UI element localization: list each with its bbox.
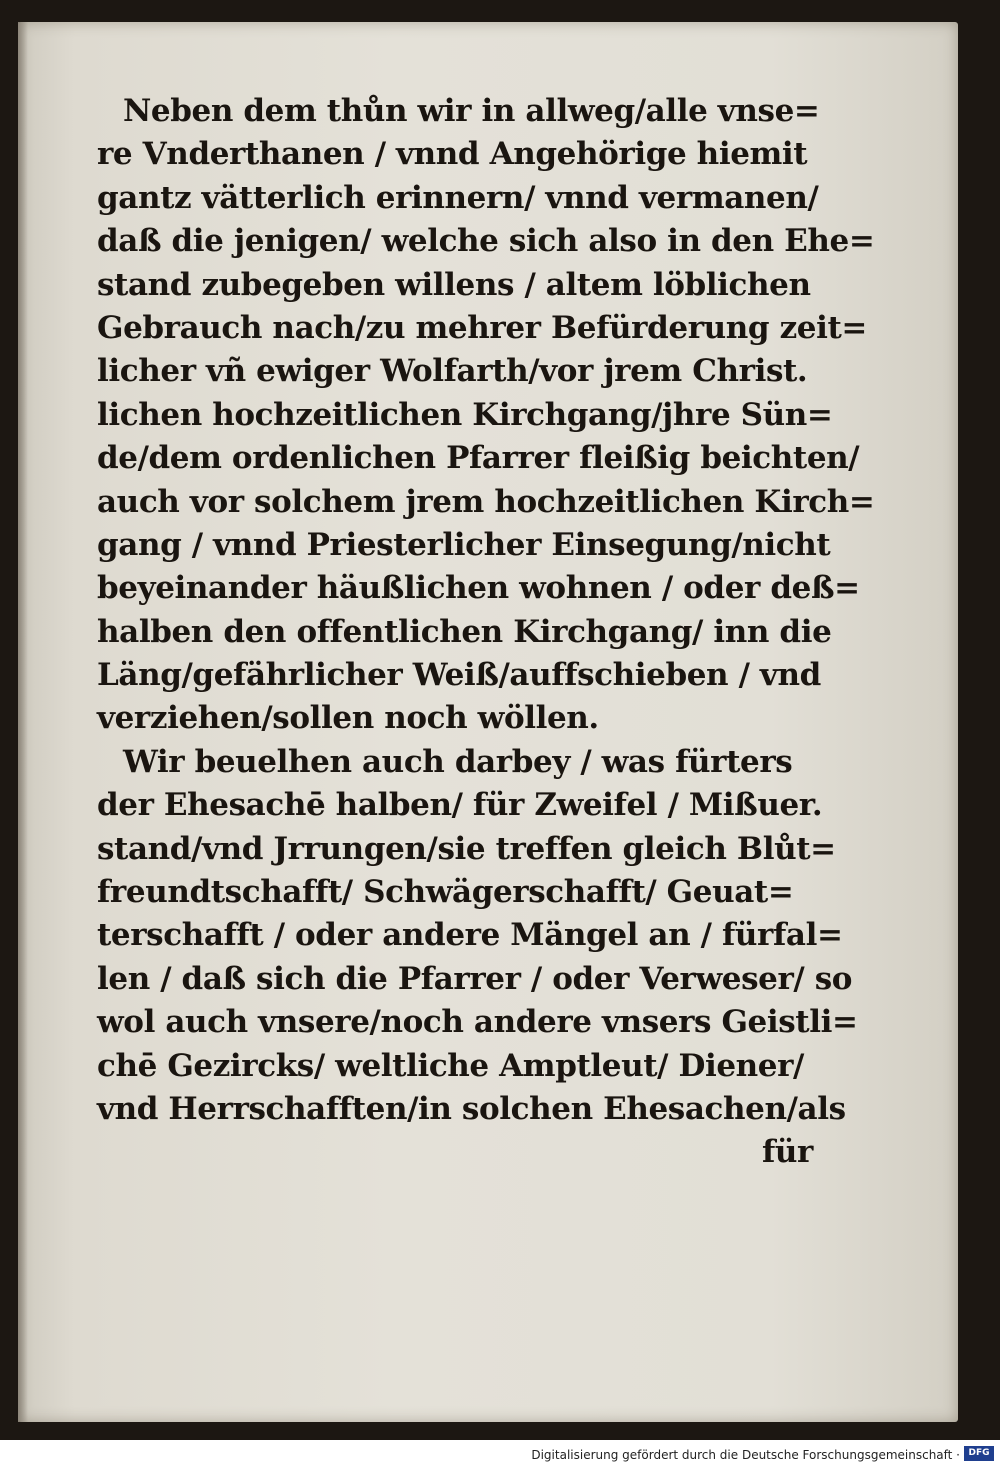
text-line: verziehen/sollen noch wöllen. <box>97 700 599 737</box>
text-line: der Ehesachē halben/ für Zweifel / Mißuer. <box>97 787 823 824</box>
text-line: Läng/gefährlicher Weiß/auffschieben / vnd <box>97 657 821 694</box>
text-line: wol auch vnsere/noch andere vnsers Geistli= <box>97 1004 858 1041</box>
footer-bar <box>0 1440 1000 1468</box>
text-line: stand zubegeben willens / altem löblichen <box>97 266 811 303</box>
text-line: freundtschafft/ Schwägerschafft/ Geuat= <box>97 874 794 911</box>
page-gutter-shadow <box>18 22 28 1422</box>
dfg-logo: DFG <box>964 1446 994 1461</box>
text-line: re Vnderthanen / vnnd Angehörige hiemit <box>97 136 808 173</box>
text-line: Neben dem thůn wir in allweg/alle vnse= <box>123 93 820 129</box>
text-line: lichen hochzeitlichen Kirchgang/jhre Sün= <box>97 396 833 433</box>
text-line: gantz vätterlich erinnern/ vnnd vermanen/ <box>97 179 819 216</box>
text-line: chē Gezircks/ weltliche Amptleut/ Diener/ <box>97 1047 804 1084</box>
funding-credit: Digitalisierung gefördert durch die Deutsche Forschungsgemeinschaft · <box>531 1448 960 1462</box>
text-line: terschafft / oder andere Mängel an / fürfal= <box>97 917 843 954</box>
catchword: für <box>761 1134 813 1171</box>
text-line: len / daß sich die Pfarrer / oder Verweser/ so <box>97 960 853 997</box>
text-line: beyeinander häußlichen wohnen / oder deß= <box>97 570 860 607</box>
text-line: Wir beuelhen auch darbey / was fürters <box>123 743 793 780</box>
text-line: stand/vnd Jrrungen/sie treffen gleich Blůt= <box>97 830 836 867</box>
page-text <box>97 90 875 1175</box>
text-line: vnd Herrschafften/in solchen Ehesachen/als <box>97 1090 846 1127</box>
text-line: Gebrauch nach/zu mehrer Befürderung zeit= <box>97 309 867 346</box>
text-line: halben den offentlichen Kirchgang/ inn die <box>97 613 832 650</box>
text-line: auch vor solchem jrem hochzeitlichen Kirch= <box>97 483 875 520</box>
text-line: gang / vnnd Priesterlicher Einsegung/nicht <box>97 526 831 563</box>
text-line: licher vñ ewiger Wolfarth/vor jrem Christ. <box>97 353 808 390</box>
text-line: de/dem ordenlichen Pfarrer fleißig beichten/ <box>97 440 860 477</box>
text-line: daß die jenigen/ welche sich also in den Ehe= <box>97 223 875 260</box>
